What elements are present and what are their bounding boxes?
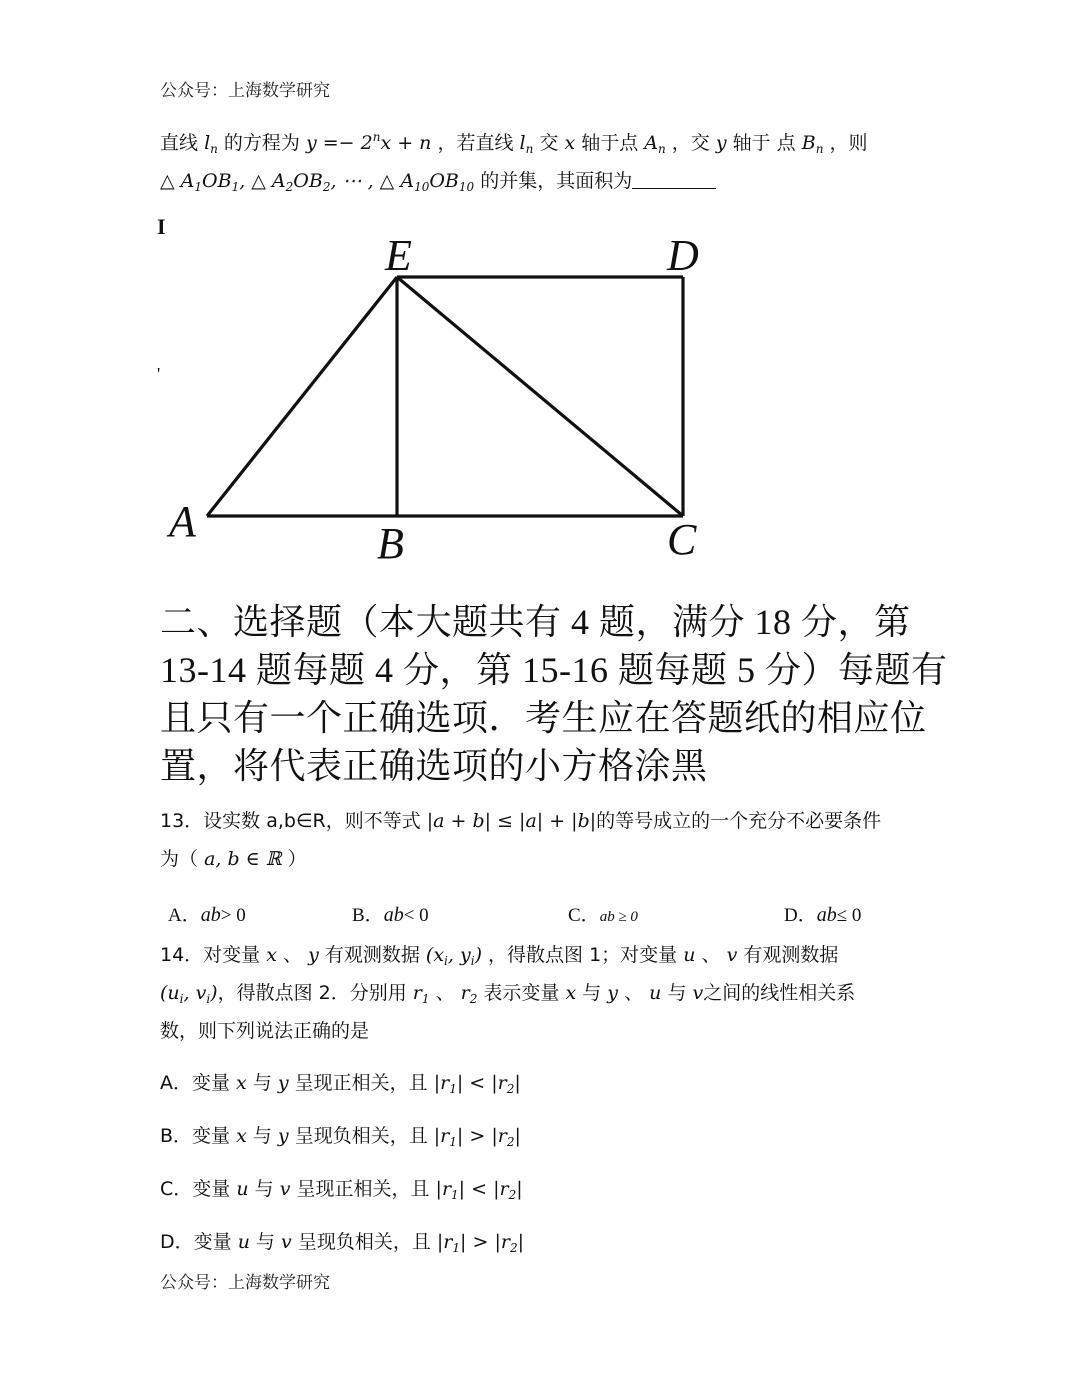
q14-line-2 bbox=[160, 978, 855, 1006]
math-sub: 2 bbox=[506, 1082, 515, 1096]
option-label: A． bbox=[168, 905, 201, 926]
text: ，得散点图 1；对变量 bbox=[488, 944, 678, 966]
math-sub: 1 bbox=[449, 1082, 457, 1096]
margin-mark: I bbox=[157, 214, 166, 239]
q13-option-b[interactable] bbox=[352, 900, 429, 927]
label-A: A bbox=[169, 497, 196, 546]
option-label: C．变量 bbox=[160, 1178, 231, 1200]
geometry-figure bbox=[155, 210, 755, 580]
problem-12-line-1 bbox=[160, 128, 868, 156]
q14-option-c[interactable]: C．变量 u 与 v 呈现正相关，且 $|r_1| < |r_2|$ bbox=[160, 1178, 523, 1202]
q13-option-d[interactable] bbox=[784, 900, 861, 927]
text: 交 bbox=[539, 132, 559, 154]
math-sub: 1 bbox=[451, 1188, 459, 1202]
math-A: A bbox=[644, 132, 659, 154]
option-rel: < 0 bbox=[403, 905, 429, 926]
math-sub: 2 bbox=[322, 180, 331, 194]
text: 与 bbox=[255, 1231, 275, 1253]
option-math: ab bbox=[816, 904, 837, 926]
math-sub: 1 bbox=[421, 992, 430, 1006]
option-math: ab ≥ 0 bbox=[599, 909, 638, 925]
math-sub-n: n bbox=[815, 142, 824, 156]
math-r: r bbox=[497, 1072, 507, 1094]
math-l: l bbox=[519, 132, 526, 154]
math-sub: 1 bbox=[231, 180, 240, 194]
math-ob: OB bbox=[429, 170, 459, 192]
figure-lines bbox=[207, 277, 683, 516]
segment-AE bbox=[207, 277, 397, 516]
math-sub: 1 bbox=[452, 1241, 461, 1255]
math-sub: 1 bbox=[194, 180, 203, 194]
math-tri: , ⋯ , △ A bbox=[330, 170, 415, 192]
text: 14．对变量 bbox=[160, 944, 261, 966]
math-sub: 1 bbox=[449, 1135, 457, 1149]
math-var: y bbox=[277, 1125, 289, 1147]
text: 与 bbox=[252, 1125, 272, 1147]
math-r: r bbox=[440, 1072, 450, 1094]
option-label: B． bbox=[352, 905, 384, 926]
option-text: 呈现负相关，且 bbox=[297, 1231, 431, 1253]
text: 为（ bbox=[160, 848, 199, 870]
math-ob: OB bbox=[293, 170, 323, 192]
math-data: ) bbox=[210, 982, 218, 1004]
q14-option-b[interactable]: B．变量 x 与 y 呈现负相关，且 $|r_1| > |r_2|$ bbox=[160, 1125, 521, 1149]
option-cmp: < bbox=[465, 1178, 494, 1200]
text: 与 bbox=[667, 982, 687, 1004]
math-r: r bbox=[500, 1231, 510, 1253]
option-label: A．变量 bbox=[160, 1072, 230, 1094]
math-sub: i bbox=[444, 954, 448, 968]
q13-option-c[interactable] bbox=[568, 900, 638, 927]
label-D: D bbox=[667, 231, 699, 280]
q14-line-3: 数，则下列说法正确的是 bbox=[160, 1020, 370, 1042]
math-sub-n: n bbox=[210, 142, 218, 156]
text: 有观测数据 bbox=[743, 944, 839, 966]
text: 直线 bbox=[160, 132, 199, 154]
section-heading-line-4: 置，将代表正确选项的小方格涂黑 bbox=[160, 746, 708, 786]
option-text: 呈现负相关，且 bbox=[294, 1125, 428, 1147]
math-v: v bbox=[692, 982, 704, 1004]
math-tri: △ A bbox=[160, 170, 195, 192]
q14-line-1 bbox=[160, 940, 838, 968]
math-x: x bbox=[565, 982, 577, 1004]
text: 之间的线性相关系 bbox=[703, 982, 856, 1004]
text: 、 bbox=[701, 944, 721, 966]
math-sub-n: n bbox=[658, 142, 666, 156]
q14-option-d[interactable]: D．变量 u 与 v 呈现负相关，且 $|r_1| > |r_2|$ bbox=[160, 1231, 524, 1255]
math-eq: y =− 2 bbox=[305, 132, 373, 154]
math-u: u bbox=[683, 944, 696, 966]
q13-option-a[interactable] bbox=[168, 900, 246, 927]
text: ，若直线 bbox=[437, 132, 514, 154]
math-y: y bbox=[607, 982, 619, 1004]
option-cmp: > bbox=[466, 1231, 495, 1253]
math-sub: i bbox=[470, 954, 475, 968]
option-cmp: < bbox=[463, 1072, 492, 1094]
text: ，则 bbox=[829, 132, 868, 154]
section-heading-line-1: 二、选择题（本大题共有 4 题，满分 18 分，第 bbox=[160, 602, 911, 642]
option-text: 呈现正相关，且 bbox=[294, 1072, 428, 1094]
math-l: l bbox=[204, 132, 211, 154]
math-var: x bbox=[236, 1072, 247, 1094]
math-tri: , △ A bbox=[239, 170, 286, 192]
option-label: B．变量 bbox=[160, 1125, 231, 1147]
option-cmp: > bbox=[463, 1125, 492, 1147]
text: 的并集，其面积为 bbox=[480, 170, 633, 192]
text: 与 bbox=[252, 1072, 272, 1094]
footer-source: 公众号：上海数学研究 bbox=[160, 1273, 330, 1293]
math-sub: i bbox=[179, 992, 184, 1006]
math-sub: 2 bbox=[509, 1241, 518, 1255]
option-label: D．变量 bbox=[160, 1231, 232, 1253]
option-rel: ≤ 0 bbox=[836, 905, 862, 926]
option-label: C． bbox=[568, 905, 600, 926]
math-var: x bbox=[236, 1125, 247, 1147]
margin-mark: ' bbox=[157, 364, 161, 384]
q13-line-2 bbox=[160, 844, 307, 871]
text: 轴于点 bbox=[581, 132, 639, 154]
math-x: x bbox=[266, 944, 277, 966]
math-sub: 2 bbox=[506, 1135, 515, 1149]
text: 有观测数据 bbox=[324, 944, 420, 966]
text: 轴于 点 bbox=[732, 132, 796, 154]
text: ，得散点图 2．分别用 bbox=[217, 982, 407, 1004]
math-var: u bbox=[237, 1231, 250, 1253]
q13-line-1 bbox=[160, 806, 881, 833]
text: 表示变量 bbox=[483, 982, 560, 1004]
math-var: v bbox=[279, 1178, 291, 1200]
math-y: y bbox=[715, 132, 727, 154]
math-data: (u bbox=[160, 982, 180, 1004]
math-sub: 2 bbox=[285, 180, 294, 194]
math-sub: 2 bbox=[469, 992, 478, 1006]
problem-12-line-2 bbox=[160, 166, 716, 194]
math-data: , y bbox=[447, 944, 471, 966]
text: ） bbox=[287, 848, 307, 870]
math-u: u bbox=[649, 982, 662, 1004]
math-sub: 10 bbox=[414, 180, 430, 194]
text: 与 bbox=[582, 982, 602, 1004]
math-r: r bbox=[443, 1231, 453, 1253]
math-eq-tail: x + n bbox=[380, 132, 432, 154]
math-data: , v bbox=[183, 982, 207, 1004]
text: 与 bbox=[254, 1178, 274, 1200]
text: 的等号成立的一个充分不必要条件 bbox=[596, 810, 882, 832]
text: 、 bbox=[435, 982, 455, 1004]
label-E: E bbox=[385, 231, 412, 280]
math-inequality: |a + b| ≤ |a| + |b| bbox=[426, 810, 597, 832]
math-sub: 10 bbox=[458, 180, 475, 194]
option-math: ab bbox=[200, 904, 221, 926]
text: 、 bbox=[283, 944, 303, 966]
header-source: 公众号：上海数学研究 bbox=[160, 81, 330, 101]
text: ，交 bbox=[671, 132, 710, 154]
text: 、 bbox=[624, 982, 644, 1004]
math-var: v bbox=[281, 1231, 292, 1253]
math-condition: a, b ∈ ℝ bbox=[204, 848, 282, 870]
math-var: u bbox=[236, 1178, 249, 1200]
option-label: D． bbox=[784, 905, 817, 926]
text: 的方程为 bbox=[223, 132, 300, 154]
math-r: r bbox=[460, 982, 470, 1004]
answer-blank bbox=[632, 170, 716, 189]
section-heading-line-2: 13-14 题每题 4 分，第 15-16 题每题 5 分）每题有 bbox=[160, 650, 948, 690]
option-rel: > 0 bbox=[220, 905, 246, 926]
math-y: y bbox=[308, 944, 319, 966]
math-r: r bbox=[497, 1125, 507, 1147]
math-sub: 2 bbox=[508, 1188, 517, 1202]
math-r: r bbox=[441, 1178, 452, 1200]
math-sub-n: n bbox=[525, 142, 534, 156]
label-C: C bbox=[667, 515, 697, 564]
option-math: ab bbox=[383, 904, 404, 926]
option-text: 呈现正相关，且 bbox=[296, 1178, 430, 1200]
section-heading-line-3: 且只有一个正确选项．考生应在答题纸的相应位 bbox=[160, 698, 927, 738]
math-r: r bbox=[412, 982, 422, 1004]
q14-option-a[interactable]: A．变量 x 与 y 呈现正相关，且 $|r_1| < |r_2|$ bbox=[160, 1072, 521, 1096]
math-v: v bbox=[726, 944, 738, 966]
math-r: r bbox=[440, 1125, 450, 1147]
math-B: B bbox=[801, 132, 816, 154]
math-sub: i bbox=[206, 992, 211, 1006]
text: 13．设实数 a,b∈R，则不等式 bbox=[160, 810, 421, 832]
math-data: (x bbox=[425, 944, 445, 966]
math-data: ) bbox=[474, 944, 482, 966]
label-B: B bbox=[377, 519, 404, 568]
math-var: y bbox=[277, 1072, 289, 1094]
segment-EC bbox=[397, 277, 683, 516]
math-x: x bbox=[564, 132, 576, 154]
math-r: r bbox=[499, 1178, 509, 1200]
math-ob: OB bbox=[202, 170, 232, 192]
math-sup: n bbox=[372, 130, 381, 144]
